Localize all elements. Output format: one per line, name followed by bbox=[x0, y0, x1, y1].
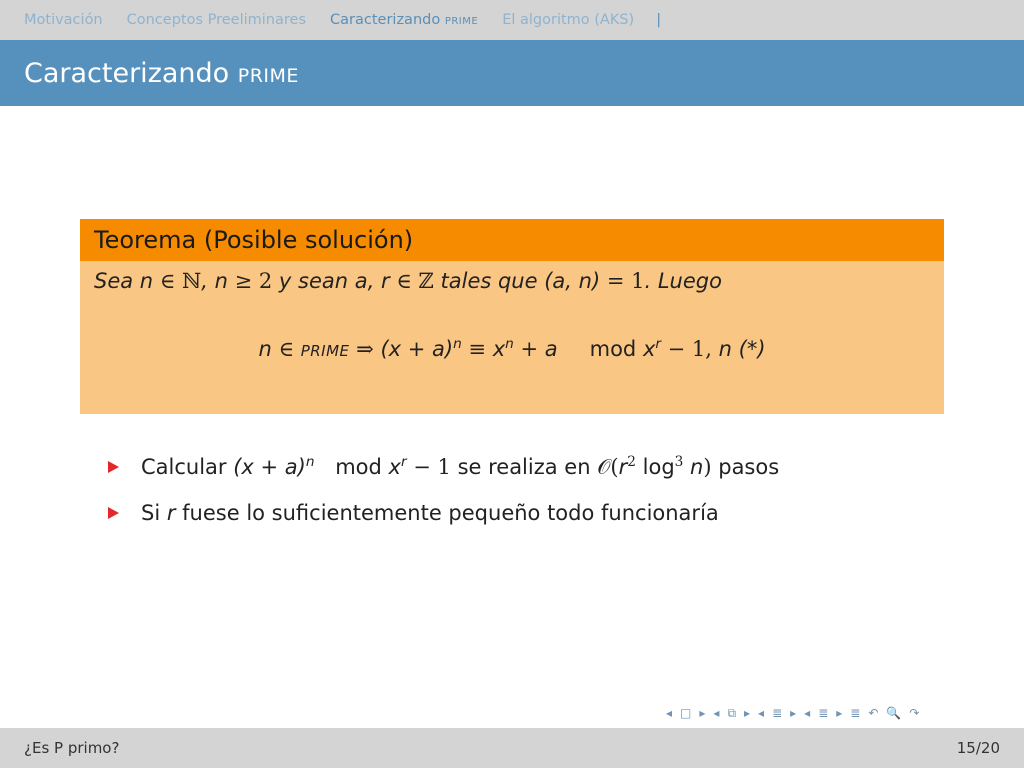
symbol-eq: = bbox=[600, 269, 632, 293]
exponent-r: r bbox=[655, 335, 661, 352]
var-r: r bbox=[166, 501, 176, 525]
equation-tag: (*) bbox=[731, 337, 766, 361]
theorem-heading: Teorema (Posible solución) bbox=[94, 226, 414, 254]
symbol-implies: ⇒ bbox=[349, 337, 381, 361]
bullet-triangle-icon bbox=[108, 507, 119, 519]
prev-frame-arrow-icon[interactable]: ◂ bbox=[713, 706, 720, 720]
subsection-icon[interactable]: ≣ bbox=[772, 706, 783, 720]
theorem-body bbox=[80, 261, 944, 414]
var-a: a bbox=[544, 337, 558, 361]
next-subsection-arrow-icon[interactable]: ▸ bbox=[790, 706, 797, 720]
back-icon[interactable]: ↶ bbox=[868, 706, 879, 720]
var-n: n bbox=[718, 337, 732, 361]
nav-caracterizando-label: Caracterizando bbox=[330, 12, 445, 28]
text-sea: Sea bbox=[94, 269, 140, 293]
text-tales-que: tales que bbox=[433, 269, 545, 293]
exponent-two: 2 bbox=[627, 453, 636, 470]
expr-minus-one: − 1, bbox=[660, 337, 719, 361]
nav-prime-label: prime bbox=[444, 12, 479, 28]
theorem-hypothesis bbox=[94, 269, 722, 293]
exponent-n: n bbox=[305, 453, 315, 470]
section-icon[interactable]: ≣ bbox=[818, 706, 829, 720]
nav-caracterizando-prime[interactable] bbox=[330, 12, 478, 28]
symbol-in: ∈ bbox=[389, 269, 419, 293]
prev-slide-arrow-icon[interactable]: ◂ bbox=[666, 706, 673, 720]
symbol-in: ∈ bbox=[153, 269, 183, 293]
theorem-statement bbox=[80, 337, 944, 361]
document-icon[interactable]: ≣ bbox=[850, 706, 861, 720]
var-x: x bbox=[388, 454, 401, 479]
var-n: n bbox=[139, 269, 154, 293]
bullet-list bbox=[108, 444, 779, 536]
var-x: x bbox=[642, 337, 656, 361]
text-se-realiza-en: se realiza en bbox=[457, 454, 598, 479]
page-number: 15/20 bbox=[956, 739, 1000, 757]
frame-icon[interactable]: ⧉ bbox=[727, 705, 737, 720]
var-n: n bbox=[258, 337, 272, 361]
expr-x-plus-a: (x + a) bbox=[380, 337, 454, 361]
symbol-equiv: ≡ bbox=[461, 337, 493, 361]
frame-title bbox=[24, 58, 299, 89]
comma: , bbox=[201, 269, 215, 293]
nav-separator: | bbox=[656, 12, 662, 28]
mod-operator: mod bbox=[328, 454, 389, 479]
var-n: n bbox=[214, 269, 228, 293]
text-pasos: pasos bbox=[711, 454, 780, 479]
nav-motivacion[interactable]: Motivación bbox=[24, 12, 103, 28]
text-suficientemente: fuese lo suficientemente pequeño todo funcionaría bbox=[175, 501, 719, 525]
expr-minus-one: − 1 bbox=[406, 454, 458, 479]
exponent-n: n bbox=[505, 335, 514, 352]
number-one: 1 bbox=[631, 269, 645, 293]
var-x: x bbox=[492, 337, 506, 361]
prev-section-arrow-icon[interactable]: ◂ bbox=[804, 706, 811, 720]
beamer-navigation-symbols bbox=[666, 703, 1016, 723]
list-item bbox=[108, 444, 779, 490]
text-y-sean: y sean bbox=[272, 269, 355, 293]
log-operator: log bbox=[635, 454, 675, 479]
theorem-heading-bar bbox=[80, 219, 944, 261]
text-si: Si bbox=[141, 501, 167, 525]
set-integers: ℤ bbox=[418, 269, 434, 293]
nav-conceptos-preeliminares[interactable]: Conceptos Preeliminares bbox=[126, 12, 307, 28]
prime-set: prime bbox=[300, 337, 350, 361]
frame-title-bar bbox=[0, 40, 1024, 106]
set-naturals: ℕ bbox=[182, 269, 202, 293]
footer-bar bbox=[0, 728, 1024, 768]
forward-icon[interactable]: ↷ bbox=[909, 706, 920, 720]
gcd-pair: (a, n) bbox=[544, 269, 601, 293]
var-r: r bbox=[618, 454, 628, 479]
big-o: 𝒪( bbox=[597, 454, 619, 479]
next-frame-arrow-icon[interactable]: ▸ bbox=[744, 706, 751, 720]
bullet-text bbox=[141, 455, 779, 480]
prev-subsection-arrow-icon[interactable]: ◂ bbox=[758, 706, 765, 720]
symbol-geq: ≥ bbox=[227, 269, 259, 293]
list-item bbox=[108, 490, 779, 536]
slide-icon[interactable]: □ bbox=[680, 706, 692, 720]
footer-title: ¿Es P primo? bbox=[24, 739, 120, 757]
mod-operator: mod bbox=[589, 337, 643, 361]
vars-a-r: a, r bbox=[354, 269, 390, 293]
section-navigation bbox=[0, 0, 1024, 40]
frame-title-prime: prime bbox=[237, 57, 299, 89]
search-icon[interactable]: 🔍 bbox=[886, 706, 902, 720]
text-luego: . Luego bbox=[644, 269, 722, 293]
number-two: 2 bbox=[258, 269, 273, 293]
var-n: n bbox=[683, 454, 704, 479]
expr-x-plus-a: (x + a) bbox=[233, 454, 306, 479]
theorem-block bbox=[80, 219, 944, 414]
symbol-in: ∈ bbox=[271, 337, 301, 361]
frame-title-text: Caracterizando bbox=[24, 57, 238, 89]
text-calcular: Calcular bbox=[141, 454, 234, 479]
next-slide-arrow-icon[interactable]: ▸ bbox=[699, 706, 706, 720]
nav-el-algoritmo[interactable]: El algoritmo (AKS) bbox=[502, 12, 635, 28]
exponent-three: 3 bbox=[674, 453, 684, 470]
next-section-arrow-icon[interactable]: ▸ bbox=[836, 706, 843, 720]
exponent-n: n bbox=[453, 335, 462, 352]
bullet-triangle-icon bbox=[108, 461, 119, 473]
exponent-r: r bbox=[400, 453, 407, 470]
bullet-text bbox=[141, 501, 719, 525]
close-paren: ) bbox=[703, 454, 712, 479]
symbol-plus: + bbox=[513, 337, 545, 361]
